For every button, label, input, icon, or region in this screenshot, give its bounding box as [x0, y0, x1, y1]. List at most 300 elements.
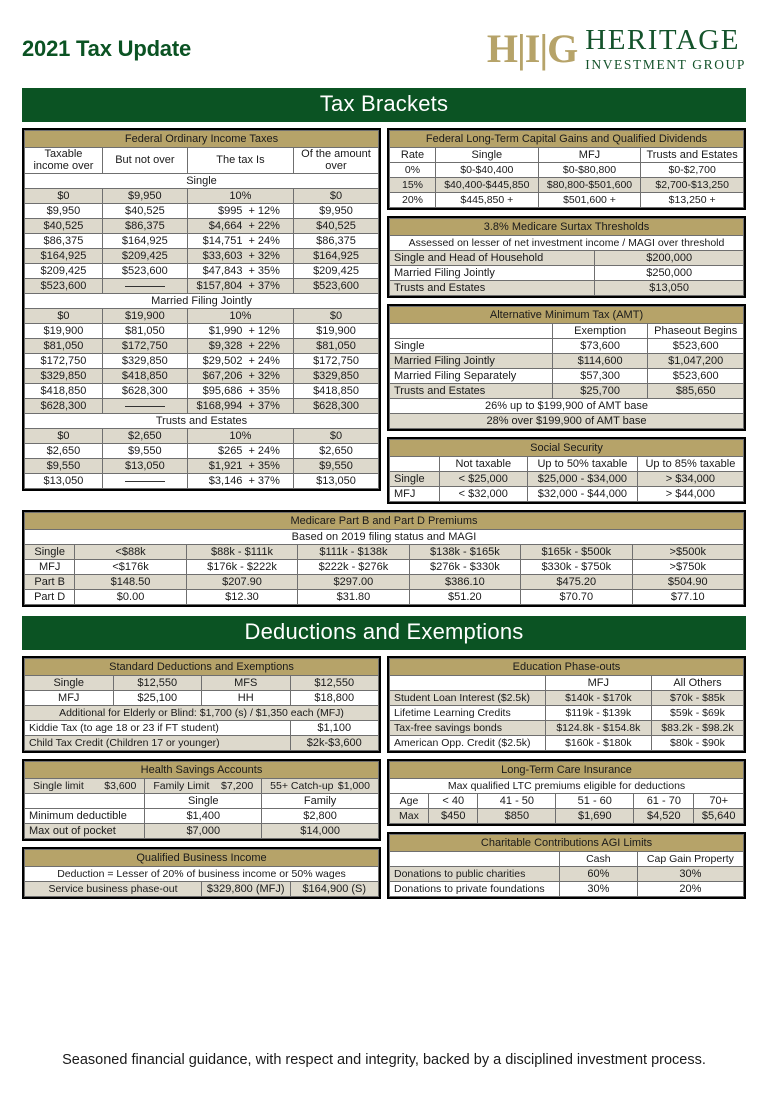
of-the-amount-over: $164,925: [294, 249, 379, 264]
standard-deduction-cell: HH: [202, 691, 291, 706]
but-not-over: [102, 474, 187, 489]
column-header-row: [390, 852, 744, 867]
cap-gains-cell: $0-$80,800: [538, 163, 641, 178]
the-tax-is: [187, 234, 293, 249]
taxable-income-over: $164,925: [25, 249, 103, 264]
column-header: Single: [436, 148, 539, 163]
group-header-row: [25, 294, 379, 309]
ltc-age-band: < 40: [428, 794, 478, 809]
medicare-value: $12.30: [186, 590, 297, 605]
child-tax-credit-row: [25, 736, 379, 751]
bracket-row: [25, 399, 379, 414]
bracket-row: [25, 309, 379, 324]
education-row: [390, 691, 744, 706]
cap-gains-cell: $13,250 +: [641, 193, 744, 208]
bracket-row: [25, 429, 379, 444]
qbi-phaseout-single: $164,900 (S): [290, 882, 379, 897]
filing-status: Married Filing Jointly: [390, 266, 595, 281]
medicare-value: $88k - $111k: [186, 545, 297, 560]
tax-base-amount: $3,146: [208, 475, 243, 488]
ltc-max-value: $4,520: [634, 809, 694, 824]
ordinary-income-block: [22, 128, 381, 491]
medicare-row: [25, 575, 744, 590]
education-row: [390, 736, 744, 751]
kiddie-tax-row: [25, 721, 379, 736]
charitable-item-label: Donations to private foundations: [390, 882, 560, 897]
ltc-age-label: Age: [390, 794, 429, 809]
column-header: Not taxable: [439, 457, 528, 472]
filing-status: Married Filing Separately: [390, 369, 553, 384]
tax-rate: + 12%: [248, 205, 280, 218]
footer-tagline: Seasoned financial guidance, with respect and integrity, backed by a disciplined investment process.: [62, 1052, 706, 1068]
dash-icon: [125, 286, 165, 287]
ltc-max-value: $450: [428, 809, 478, 824]
column-header: Exemption: [552, 324, 648, 339]
deductions-right-column: [387, 656, 746, 905]
social-security-row: [390, 472, 744, 487]
of-the-amount-over: $81,050: [294, 339, 379, 354]
tax-rate: + 22%: [248, 220, 280, 233]
section-title: Long-Term Care Insurance: [390, 762, 744, 779]
hsa-limit-cell: [145, 779, 262, 794]
medicare-premiums-table: [24, 512, 744, 605]
deductions-columns: [22, 656, 746, 905]
medicare-value: $138k - $165k: [409, 545, 520, 560]
taxable-income-over: $329,850: [25, 369, 103, 384]
qbi-phaseout-mfj: $329,800 (MFJ): [202, 882, 291, 897]
tax-rate: + 32%: [248, 370, 280, 383]
section-title-row: [25, 131, 379, 148]
dash-icon: [125, 406, 165, 407]
the-tax-is: [187, 459, 293, 474]
section-title: Qualified Business Income: [25, 850, 379, 867]
section-title-row: [25, 762, 379, 779]
medicare-value: $297.00: [298, 575, 409, 590]
but-not-over: $81,050: [102, 324, 187, 339]
the-tax-is: [187, 324, 293, 339]
column-header-row: [390, 148, 744, 163]
the-tax-is: [187, 354, 293, 369]
education-mfj-range: $160k - $180k: [545, 736, 651, 751]
dash-icon: [125, 481, 165, 482]
hsa-limit-value: $3,600: [104, 780, 137, 792]
the-tax-is: [187, 384, 293, 399]
phaseout-amount: $1,047,200: [648, 354, 744, 369]
group-header: Trusts and Estates: [25, 414, 379, 429]
bracket-row: [25, 324, 379, 339]
taxable-income-over: $209,425: [25, 264, 103, 279]
cap-gains-cell: $445,850 +: [436, 193, 539, 208]
education-item-label: Lifetime Learning Credits: [390, 706, 546, 721]
taxable-income-over: $2,650: [25, 444, 103, 459]
bracket-row: [25, 339, 379, 354]
the-tax-is: [187, 204, 293, 219]
column-header: [390, 852, 560, 867]
right-column: [387, 128, 746, 510]
bracket-row: [25, 204, 379, 219]
cap-gains-cell: $80,800-$501,600: [538, 178, 641, 193]
tax-base-amount: $157,804: [196, 280, 243, 293]
column-header: Trusts and Estates: [641, 148, 744, 163]
section-banner-deductions: Deductions and Exemptions: [22, 616, 746, 650]
section-banner-tax-brackets: Tax Brackets: [22, 88, 746, 122]
but-not-over: $19,900: [102, 309, 187, 324]
amt-row: [390, 354, 744, 369]
hsa-limits-row: [25, 779, 379, 794]
tax-brackets-columns: [22, 128, 746, 510]
ltc-max-value: $1,690: [556, 809, 634, 824]
but-not-over: $628,300: [102, 384, 187, 399]
standard-deduction-cell: $25,100: [113, 691, 202, 706]
medicare-value: $165k - $500k: [521, 545, 632, 560]
logo-company-name: HERITAGE: [585, 24, 740, 57]
ltc-max-row: [390, 809, 744, 824]
tax-base-amount: $9,328: [208, 340, 243, 353]
taxable-income-over: $0: [25, 309, 103, 324]
tax-base-amount: $14,751: [202, 235, 243, 248]
medicare-premiums-block: [22, 510, 746, 607]
education-other-range: $80k - $90k: [651, 736, 743, 751]
hsa-limit-label: Family Limit: [153, 780, 210, 792]
medicare-row-label: Part B: [25, 575, 75, 590]
cap-gains-cell: 0%: [390, 163, 436, 178]
bracket-row: [25, 444, 379, 459]
but-not-over: $172,750: [102, 339, 187, 354]
the-tax-is: 10%: [187, 309, 293, 324]
taxable-income-over: $13,050: [25, 474, 103, 489]
but-not-over: $209,425: [102, 249, 187, 264]
amt-note: 28% over $199,900 of AMT base: [390, 414, 744, 429]
taxable-income-over: $418,850: [25, 384, 103, 399]
standard-deduction-row: [25, 676, 379, 691]
medicare-value: $475.20: [521, 575, 632, 590]
qbi-block: [22, 847, 381, 899]
section-title-row: [390, 440, 744, 457]
of-the-amount-over: $13,050: [294, 474, 379, 489]
ltc-age-row: [390, 794, 744, 809]
standard-deduction-cell: MFJ: [25, 691, 114, 706]
cap-gains-cell: 15%: [390, 178, 436, 193]
cap-gains-cell: 20%: [390, 193, 436, 208]
section-title: Federal Long-Term Capital Gains and Qualified Dividends: [390, 131, 744, 148]
section-title-row: [25, 513, 744, 530]
amt-row: [390, 339, 744, 354]
but-not-over: $40,525: [102, 204, 187, 219]
section-title: Education Phase-outs: [390, 659, 744, 676]
column-header: Phaseout Begins: [648, 324, 744, 339]
medicare-value: $31.80: [298, 590, 409, 605]
column-header: MFJ: [545, 676, 651, 691]
bracket-row: [25, 459, 379, 474]
hsa-limit-value: $7,200: [221, 780, 254, 792]
group-header-row: [25, 174, 379, 189]
taxable-income-over: $172,750: [25, 354, 103, 369]
education-mfj-range: $140k - $170k: [545, 691, 651, 706]
taxable-income-over: $40,525: [25, 219, 103, 234]
medicare-value: $70.70: [521, 590, 632, 605]
deductions-left-column: [22, 656, 381, 905]
medicare-value: <$176k: [75, 560, 186, 575]
but-not-over: $13,050: [102, 459, 187, 474]
column-header: [390, 324, 553, 339]
exemption-amount: $57,300: [552, 369, 648, 384]
ltc-block: [387, 759, 746, 826]
amt-note-row: [390, 399, 744, 414]
but-not-over: [102, 279, 187, 294]
surtax-note: Assessed on lesser of net investment income / MAGI over threshold: [390, 236, 744, 251]
medicare-subtitle: Based on 2019 filing status and MAGI: [25, 530, 744, 545]
medicare-value: $77.10: [632, 590, 743, 605]
bracket-row: [25, 384, 379, 399]
qbi-phaseout-label: Service business phase-out: [25, 882, 202, 897]
of-the-amount-over: $329,850: [294, 369, 379, 384]
but-not-over: $329,850: [102, 354, 187, 369]
hsa-family-value: $14,000: [262, 824, 379, 839]
the-tax-is: [187, 279, 293, 294]
taxability-range: < $25,000: [439, 472, 528, 487]
social-security-table: [389, 439, 744, 502]
exemption-amount: $25,700: [552, 384, 648, 399]
tax-rate: + 37%: [248, 400, 280, 413]
filing-status: Trusts and Estates: [390, 281, 595, 296]
kiddie-tax-label: Kiddie Tax (to age 18 or 23 if FT student): [25, 721, 291, 736]
of-the-amount-over: $0: [294, 309, 379, 324]
amt-note-row: [390, 414, 744, 429]
tax-rate: + 22%: [248, 340, 280, 353]
taxable-income-over: $0: [25, 429, 103, 444]
of-the-amount-over: $0: [294, 429, 379, 444]
qbi-table: [24, 849, 379, 897]
column-header-row: [390, 324, 744, 339]
column-header: Rate: [390, 148, 436, 163]
taxable-income-over: $628,300: [25, 399, 103, 414]
tax-rate: + 24%: [248, 235, 280, 248]
education-other-range: $83.2k - $98.2k: [651, 721, 743, 736]
but-not-over: [102, 399, 187, 414]
medicare-value: $504.90: [632, 575, 743, 590]
section-title: Social Security: [390, 440, 744, 457]
medicare-row-label: MFJ: [25, 560, 75, 575]
medicare-row: [25, 545, 744, 560]
ltc-max-value: $5,640: [694, 809, 744, 824]
additional-deduction-row: [25, 706, 379, 721]
medicare-value: $111k - $138k: [298, 545, 409, 560]
of-the-amount-over: $40,525: [294, 219, 379, 234]
hsa-row-label: Max out of pocket: [25, 824, 145, 839]
kiddie-tax-value: $1,100: [290, 721, 379, 736]
section-title-row: [25, 659, 379, 676]
threshold-amount: $250,000: [595, 266, 744, 281]
column-header: Family: [262, 794, 379, 809]
child-tax-credit-value: $2k-$3,600: [290, 736, 379, 751]
of-the-amount-over: $9,950: [294, 204, 379, 219]
taxability-range: > $34,000: [637, 472, 743, 487]
exemption-amount: $114,600: [552, 354, 648, 369]
column-header: All Others: [651, 676, 743, 691]
company-logo: [487, 26, 746, 72]
standard-deductions-block: [22, 656, 381, 753]
standard-deduction-cell: $12,550: [290, 676, 379, 691]
hsa-single-value: $1,400: [145, 809, 262, 824]
charitable-item-label: Donations to public charities: [390, 867, 560, 882]
taxability-range: > $44,000: [637, 487, 743, 502]
tax-rate: + 37%: [248, 280, 280, 293]
filing-status: Single: [390, 472, 440, 487]
column-header: Cash: [559, 852, 637, 867]
cap-gains-cell: $40,400-$445,850: [436, 178, 539, 193]
amt-row: [390, 384, 744, 399]
education-item-label: Tax-free savings bonds: [390, 721, 546, 736]
bracket-row: [25, 369, 379, 384]
standard-deductions-table: [24, 658, 379, 751]
ltc-age-band: 41 - 50: [478, 794, 556, 809]
hsa-limit-label: Single limit: [33, 780, 84, 792]
column-header-row: [25, 148, 379, 174]
cap-gains-cell: $501,600 +: [538, 193, 641, 208]
taxability-range: $25,000 - $34,000: [528, 472, 638, 487]
filing-status: Married Filing Jointly: [390, 354, 553, 369]
medicare-surtax-table: [389, 218, 744, 296]
hsa-limit-value: $1,000: [337, 780, 370, 792]
medicare-value: $222k - $276k: [298, 560, 409, 575]
but-not-over: $164,925: [102, 234, 187, 249]
filing-status: Single and Head of Household: [390, 251, 595, 266]
medicare-value: $0.00: [75, 590, 186, 605]
of-the-amount-over: $628,300: [294, 399, 379, 414]
education-mfj-range: $119k - $139k: [545, 706, 651, 721]
standard-deduction-cell: $12,550: [113, 676, 202, 691]
but-not-over: $86,375: [102, 219, 187, 234]
phaseout-amount: $85,650: [648, 384, 744, 399]
of-the-amount-over: $9,550: [294, 459, 379, 474]
exemption-amount: $73,600: [552, 339, 648, 354]
medicare-value: $148.50: [75, 575, 186, 590]
phaseout-amount: $523,600: [648, 369, 744, 384]
standard-deduction-cell: MFS: [202, 676, 291, 691]
taxability-range: < $32,000: [439, 487, 528, 502]
ltc-age-band: 70+: [694, 794, 744, 809]
child-tax-credit-label: Child Tax Credit (Children 17 or younger): [25, 736, 291, 751]
section-title: Standard Deductions and Exemptions: [25, 659, 379, 676]
education-other-range: $59k - $69k: [651, 706, 743, 721]
group-header: Single: [25, 174, 379, 189]
column-header: Taxable income over: [25, 148, 103, 174]
standard-deduction-cell: Single: [25, 676, 114, 691]
section-title-row: [390, 307, 744, 324]
ltc-subtitle: Max qualified LTC premiums eligible for deductions: [390, 779, 744, 794]
page-header: [22, 0, 746, 84]
medicare-value: >$750k: [632, 560, 743, 575]
the-tax-is: [187, 249, 293, 264]
education-item-label: American Opp. Credit ($2.5k): [390, 736, 546, 751]
capital-gains-table: [389, 130, 744, 208]
medicare-subtitle-row: [25, 530, 744, 545]
bracket-row: [25, 234, 379, 249]
of-the-amount-over: $209,425: [294, 264, 379, 279]
education-row: [390, 721, 744, 736]
additional-deduction-note: Additional for Elderly or Blind: $1,700 (s) / $1,350 each (MFJ): [25, 706, 379, 721]
tax-base-amount: $29,502: [202, 355, 243, 368]
column-header: But not over: [102, 148, 187, 174]
surtax-note-row: [390, 236, 744, 251]
column-header: The tax Is: [187, 148, 293, 174]
education-block: [387, 656, 746, 753]
qbi-phaseout-row: [25, 882, 379, 897]
cap-gains-cell: $2,700-$13,250: [641, 178, 744, 193]
hsa-limit-cell: [25, 779, 145, 794]
charitable-block: [387, 832, 746, 899]
medicare-value: $51.20: [409, 590, 520, 605]
charitable-row: [390, 867, 744, 882]
cap-gains-cell: $0-$2,700: [641, 163, 744, 178]
column-header: [390, 457, 440, 472]
tax-base-amount: $1,921: [208, 460, 243, 473]
tax-base-amount: $995: [217, 205, 243, 218]
the-tax-is: [187, 339, 293, 354]
charitable-cash-limit: 30%: [559, 882, 637, 897]
left-column: [22, 128, 381, 497]
tax-rate: + 35%: [248, 385, 280, 398]
charitable-cash-limit: 60%: [559, 867, 637, 882]
of-the-amount-over: $19,900: [294, 324, 379, 339]
section-title-row: [390, 659, 744, 676]
tax-rate: + 37%: [248, 475, 280, 488]
surtax-row: [390, 251, 744, 266]
medicare-value: >$500k: [632, 545, 743, 560]
of-the-amount-over: $86,375: [294, 234, 379, 249]
column-header: Single: [145, 794, 262, 809]
threshold-amount: $13,050: [595, 281, 744, 296]
column-header: MFJ: [538, 148, 641, 163]
but-not-over: $523,600: [102, 264, 187, 279]
tax-base-amount: $168,994: [196, 400, 243, 413]
bracket-row: [25, 219, 379, 234]
amt-block: [387, 304, 746, 431]
ltc-max-label: Max: [390, 809, 429, 824]
amt-row: [390, 369, 744, 384]
section-title: Federal Ordinary Income Taxes: [25, 131, 379, 148]
but-not-over: $9,550: [102, 444, 187, 459]
tax-base-amount: $47,843: [202, 265, 243, 278]
qbi-deduction-note: Deduction = Lesser of 20% of business income or 50% wages: [25, 867, 379, 882]
section-title: 3.8% Medicare Surtax Thresholds: [390, 219, 744, 236]
phaseout-amount: $523,600: [648, 339, 744, 354]
threshold-amount: $200,000: [595, 251, 744, 266]
medicare-value: $276k - $330k: [409, 560, 520, 575]
of-the-amount-over: $418,850: [294, 384, 379, 399]
tax-rate: + 32%: [248, 250, 280, 263]
ltc-age-band: 61 - 70: [634, 794, 694, 809]
column-header: Up to 85% taxable: [637, 457, 743, 472]
section-title-row: [390, 762, 744, 779]
hsa-table: [24, 761, 379, 839]
amt-table: [389, 306, 744, 429]
education-other-range: $70k - $85k: [651, 691, 743, 706]
tax-rate: + 24%: [248, 355, 280, 368]
medicare-row-label: Part D: [25, 590, 75, 605]
hsa-single-value: $7,000: [145, 824, 262, 839]
medicare-value: $330k - $750k: [521, 560, 632, 575]
the-tax-is: [187, 399, 293, 414]
hsa-family-value: $2,800: [262, 809, 379, 824]
filing-status: MFJ: [390, 487, 440, 502]
bracket-row: [25, 354, 379, 369]
section-title-row: [390, 219, 744, 236]
medicare-value: $176k - $222k: [186, 560, 297, 575]
filing-status: Single: [390, 339, 553, 354]
column-header-row: [25, 794, 379, 809]
column-header: Cap Gain Property: [637, 852, 743, 867]
